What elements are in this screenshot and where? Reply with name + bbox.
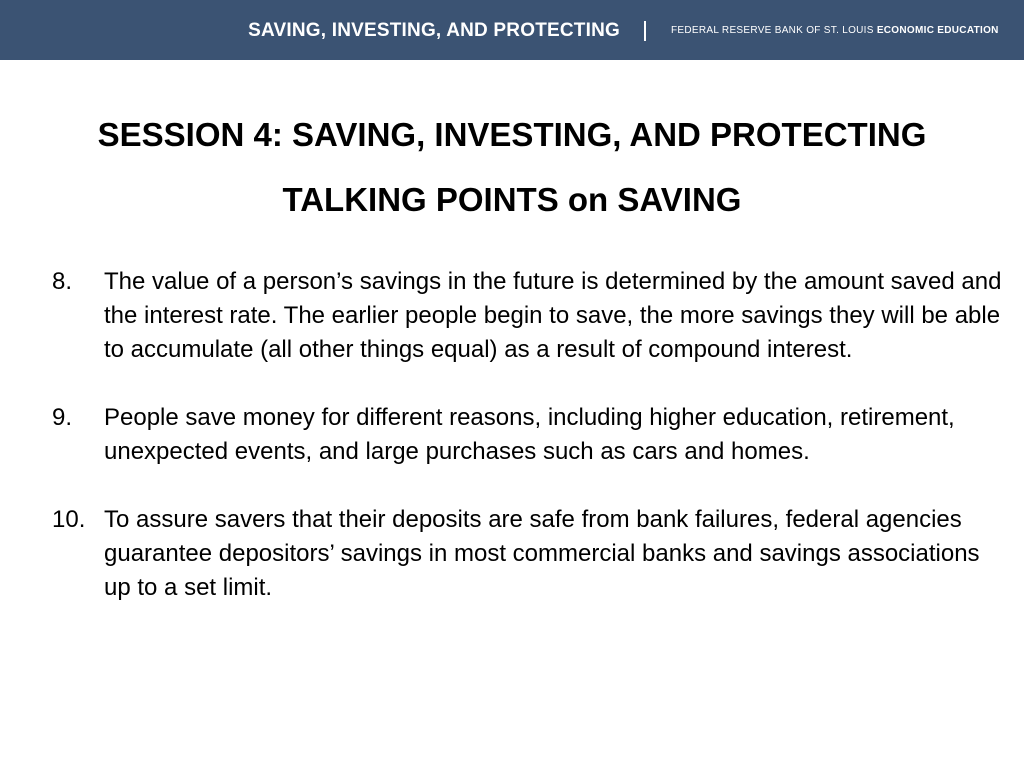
talking-point-9 bbox=[52, 401, 1012, 469]
organization-name-regular: FEDERAL RESERVE BANK OF ST. LOUIS bbox=[671, 25, 877, 36]
point-number: 8. bbox=[52, 268, 73, 295]
point-number: 10. bbox=[52, 506, 86, 533]
section-subtitle: TALKING POINTS on SAVING bbox=[282, 181, 742, 218]
banner-divider bbox=[644, 21, 646, 41]
header-banner bbox=[0, 0, 1024, 60]
point-text: The value of a person’s savings in the future is determined by the amount saved and the interest rate. The earlier people begin to save, the more savings they will be able to accumulate (all other things equal) as a result of compound interest. bbox=[104, 268, 1002, 363]
point-text: To assure savers that their deposits are safe from bank failures, federal agencies guarantee depositors’ savings in most commercial banks and savings associations up to a set limit. bbox=[104, 506, 980, 601]
organization-name bbox=[671, 24, 999, 38]
point-number: 9. bbox=[52, 404, 73, 431]
point-text: People save money for different reasons, including higher education, retirement, unexpected events, and large purchases such as cars and homes. bbox=[104, 404, 955, 465]
talking-points-list bbox=[52, 265, 1012, 639]
talking-point-10 bbox=[52, 503, 1012, 605]
banner-title: SAVING, INVESTING, AND PROTECTING bbox=[248, 20, 620, 41]
organization-name-bold: ECONOMIC EDUCATION bbox=[876, 25, 999, 36]
session-title: SESSION 4: SAVING, INVESTING, AND PROTECTING bbox=[97, 116, 927, 153]
talking-point-8 bbox=[52, 265, 1012, 367]
